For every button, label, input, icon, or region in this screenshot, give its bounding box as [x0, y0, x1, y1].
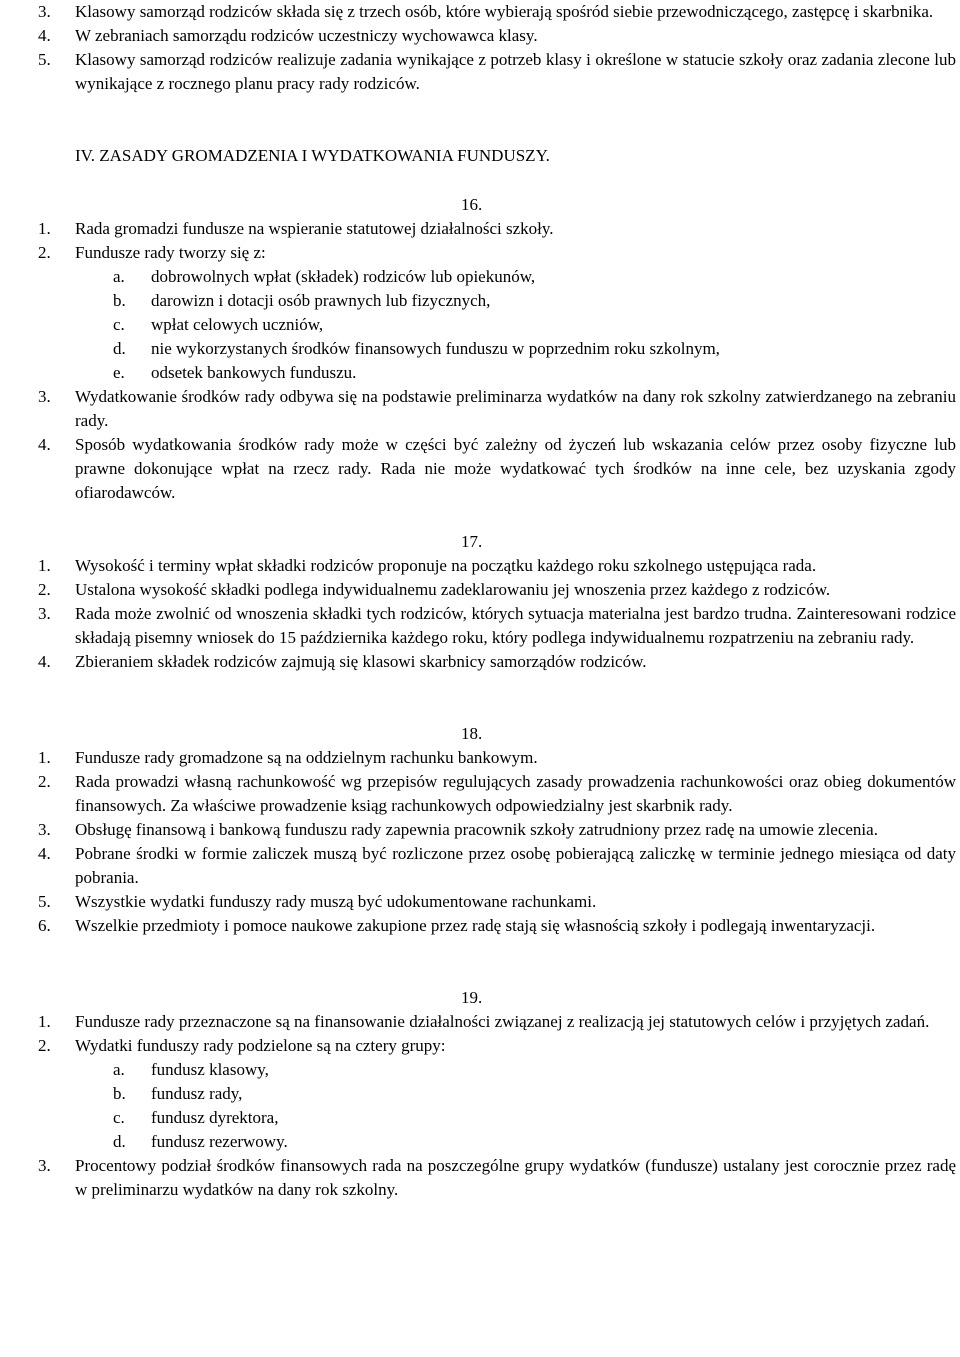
list-item [38, 746, 956, 770]
item-text: Wydatkowanie środków rady odbywa się na podstawie preliminarza wydatków na dany rok szkolny zatwierdzanego na zebraniu rady. [75, 387, 956, 430]
sub-item-text: fundusz rezerwowy. [151, 1132, 288, 1151]
list-item [38, 818, 956, 842]
paragraph-heading-17: 17. [461, 532, 483, 551]
item-text: Fundusze rady przeznaczone są na finansowanie działalności związanej z realizacją jej statutowych celów i przyjętych zadań. [75, 1012, 930, 1031]
item-text: Wydatki funduszy rady podzielone są na cztery grupy: [75, 1036, 446, 1055]
list-item [38, 650, 956, 674]
list-item [38, 602, 956, 650]
sub-item-letter: b. [113, 291, 126, 310]
item-number: 1. [38, 219, 51, 238]
item-number: 6. [38, 916, 51, 935]
sub-item [113, 1082, 956, 1106]
item-number: 5. [38, 50, 51, 69]
paragraph-17 [38, 554, 956, 674]
item-number: 3. [38, 2, 51, 21]
sub-item [113, 1058, 956, 1082]
item-text: Wysokość i terminy wpłat składki rodziców proponuje na początku każdego roku szkolnego ustępująca rada. [75, 556, 817, 575]
item-text: Procentowy podział środków finansowych rada na poszczególne grupy wydatków (fundusze) ustalany jest corocznie przez radę w preliminarzu wydatków na dany rok szkolny. [75, 1156, 956, 1199]
sub-item-text: fundusz rady, [151, 1084, 243, 1103]
sub-item [113, 1130, 956, 1154]
item-text: Klasowy samorząd rodziców składa się z trzech osób, które wybierają spośród siebie przewodniczącego, zastępcę i skarbnika. [75, 2, 934, 21]
list-item [38, 241, 956, 265]
list-item [38, 554, 956, 578]
list-item [38, 385, 956, 433]
paragraph-heading-19: 19. [461, 988, 483, 1007]
item-number: 3. [38, 387, 51, 406]
item-number: 4. [38, 844, 51, 863]
sub-item-text: fundusz klasowy, [151, 1060, 269, 1079]
item-number: 3. [38, 820, 51, 839]
item-text: Rada gromadzi fundusze na wspieranie statutowej działalności szkoły. [75, 219, 554, 238]
item-number: 5. [38, 892, 51, 911]
list-item [38, 770, 956, 818]
item-number: 2. [38, 243, 51, 262]
paragraph-18 [38, 746, 956, 938]
item-number: 3. [38, 604, 51, 623]
item-text: Klasowy samorząd rodziców realizuje zadania wynikające z potrzeb klasy i określone w statucie szkoły oraz zadania zlecone lub wynikające z rocznego planu pracy rady rodziców. [75, 50, 956, 93]
sub-item [113, 1106, 956, 1130]
list-item [38, 0, 956, 24]
sub-item-text: darowizn i dotacji osób prawnych lub fizycznych, [151, 291, 491, 310]
list-item [38, 217, 956, 241]
sub-item-letter: c. [113, 1108, 125, 1127]
list-item [38, 1034, 956, 1058]
paragraph-heading-18: 18. [461, 724, 483, 743]
item-number: 2. [38, 1036, 51, 1055]
top-list [38, 0, 956, 96]
item-number: 4. [38, 435, 51, 454]
item-text: W zebraniach samorządu rodziców uczestniczy wychowawca klasy. [75, 26, 538, 45]
item-text: Fundusze rady gromadzone są na oddzielnym rachunku bankowym. [75, 748, 538, 767]
list-item [38, 578, 956, 602]
item-number: 2. [38, 772, 51, 791]
item-number: 1. [38, 1012, 51, 1031]
sub-item [113, 313, 956, 337]
item-number: 1. [38, 556, 51, 575]
sub-item-letter: e. [113, 363, 125, 382]
list-item [38, 890, 956, 914]
item-text: Zbieraniem składek rodziców zajmują się klasowi skarbnicy samorządów rodziców. [75, 652, 647, 671]
sub-item-text: dobrowolnych wpłat (składek) rodziców lub opiekunów, [151, 267, 536, 286]
list-item [38, 48, 956, 96]
item-text: Wszystkie wydatki funduszy rady muszą być udokumentowane rachunkami. [75, 892, 597, 911]
sub-item-letter: d. [113, 1132, 126, 1151]
sub-item-letter: d. [113, 339, 126, 358]
paragraph-heading-16: 16. [461, 195, 483, 214]
sub-item-letter: b. [113, 1084, 126, 1103]
sub-item [113, 337, 956, 361]
list-item [38, 914, 956, 938]
paragraph-19 [38, 1010, 956, 1202]
item-number: 4. [38, 26, 51, 45]
item-text: Wszelkie przedmioty i pomoce naukowe zakupione przez radę stają się własnością szkoły i podlegają inwentaryzacji. [75, 916, 876, 935]
item-text: Ustalona wysokość składki podlega indywidualnemu zadeklarowaniu jej wnoszenia przez każdego z rodziców. [75, 580, 831, 599]
section-title: IV. ZASADY GROMADZENIA I WYDATKOWANIA FUNDUSZY. [75, 146, 550, 165]
item-text: Rada prowadzi własną rachunkowość wg przepisów regulujących zasady prowadzenia rachunkowości oraz obieg dokumentów finansowych. Za właściwe prowadzenie ksiąg rachunkowych odpowiedzialny jest skarbnik rady. [75, 772, 956, 815]
item-number: 1. [38, 748, 51, 767]
item-text: Rada może zwolnić od wnoszenia składki tych rodziców, których sytuacja materialna jest bardzo trudna. Zainteresowani rodzice składają pisemny wniosek do 15 października każdego roku, który podlega indywidualnemu rozpatrzeniu na zebraniu rady. [75, 604, 956, 647]
paragraph-16 [38, 217, 956, 505]
item-number: 3. [38, 1156, 51, 1175]
sub-item-letter: a. [113, 267, 125, 286]
sub-item-text: fundusz dyrektora, [151, 1108, 279, 1127]
sub-item [113, 289, 956, 313]
item-number: 4. [38, 652, 51, 671]
list-item [38, 433, 956, 505]
sub-item-text: wpłat celowych uczniów, [151, 315, 324, 334]
sub-item-letter: c. [113, 315, 125, 334]
list-item [38, 842, 956, 890]
sub-item [113, 265, 956, 289]
item-number: 2. [38, 580, 51, 599]
sub-item-text: nie wykorzystanych środków finansowych funduszu w poprzednim roku szkolnym, [151, 339, 720, 358]
sub-item [113, 361, 956, 385]
list-item [38, 24, 956, 48]
item-text: Obsługę finansową i bankową funduszu rady zapewnia pracownik szkoły zatrudniony przez radę na umowie zlecenia. [75, 820, 878, 839]
list-item [38, 1154, 956, 1202]
item-text: Pobrane środki w formie zaliczek muszą być rozliczone przez osobę pobierającą zaliczkę w terminie jednego miesiąca od daty pobrania. [75, 844, 956, 887]
item-text: Sposób wydatkowania środków rady może w części być zależny od życzeń lub wskazania celów przez osoby fizyczne lub prawne dokonujące wpłat na rzecz rady. Rada nie może wydatkować tych środków na inne cele, bez uzyskania zgody ofiarodawców. [75, 435, 956, 502]
list-item [38, 1010, 956, 1034]
item-text: Fundusze rady tworzy się z: [75, 243, 266, 262]
sub-item-text: odsetek bankowych funduszu. [151, 363, 357, 382]
sub-item-letter: a. [113, 1060, 125, 1079]
